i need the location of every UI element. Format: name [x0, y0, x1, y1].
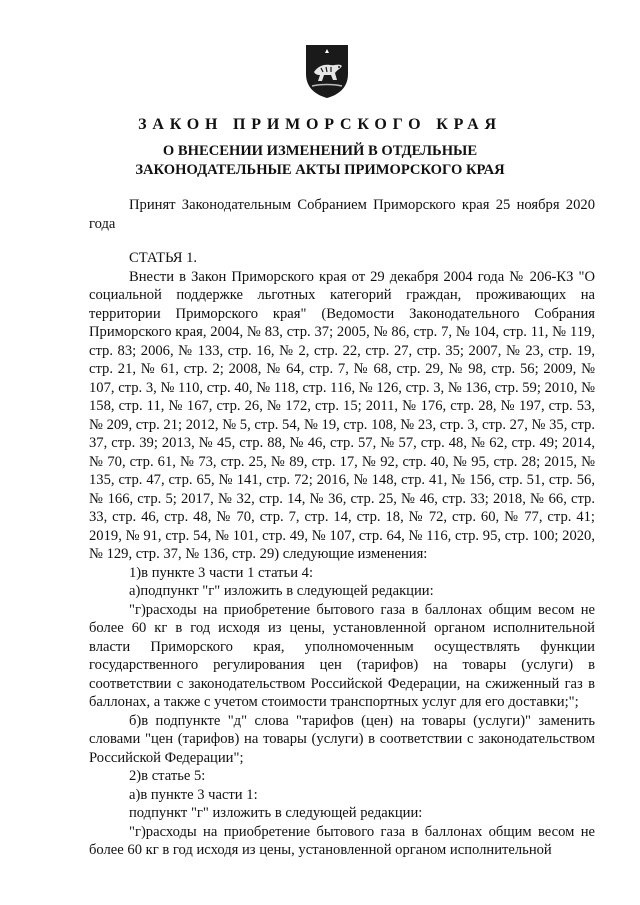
paragraph: Внести в Закон Приморского края от 29 декабря 2004 года № 206-КЗ "О социальной поддержке льготных категорий граждан, проживающих на территории Приморского края" (Ведомости Законодательного Собрания Приморского края, 2004, № 83, стр. 37; 2005, № 86, стр. 7, № 104, стр. 11, № 119, стр. 83; 2006, № 133, стр. 16, № 2, стр. 22, стр. 27, стр. 35; 2007, № 23, стр. 19, стр. 21, № 61, стр. 2; 2008, № 64, стр. 7, № 68, стр. 29, № 98, стр. 56; 2009, № 107, стр. 3, № 110, стр. 40, № 118, стр. 116, № 126, стр. 3, № 136, стр. 59; 2010, № 158, стр. 11, № 167, стр. 26, № 172, стр. 15; 2011, № 176, стр. 28, № 197, стр. 53, № 209, стр. 21; 2012, № 5, стр. 54, № 19, стр. 108, № 23, стр. 3, стр. 27, № 35, стр. 37, стр. 39; 2013, № 45, стр. 88, № 46, стр. 57, № 57, стр. 48, № 62, стр. 49; 2014, № 70, стр. 61, № 73, стр. 25, № 89, стр. 17, № 92, стр. 40, № 95, стр. 28; 2015, № 135, стр. 47, стр. 65, № 141, стр. 72; 2016, № 148, стр. 41, № 156, стр. 51, стр. 56, № 166, стр. 5; 2017, № 32, стр. 14, № 36, стр. 25, № 46, стр. 33; 2018, № 66, стр. 33, стр. 46, стр. 48, № 70, стр. 7, стр. 14, стр. 18, № 72, стр. 60, № 77, стр. 41; 2019, № 91, стр. 54, № 101, стр. 49, № 107, стр. 64, № 116, стр. 95, стр. 100; 2020, № 129, стр. 37, № 136, стр. 29) следующие изменения:	[89, 268, 595, 562]
paragraph: "г)расходы на приобретение бытового газа в баллонах общим весом не более 60 кг в год исходя из цены, установленной органом исполнительной власти Приморского края, уполномоченным осуществлять функции государственного регулирования цен (тарифов) на товары (услуги) в соответствии с законодательством Российской Федерации, на сжиженный газ в баллонах, а также с учетом стоимости транспортных услуг для его доставки;";	[89, 601, 595, 710]
document-body	[89, 196, 595, 860]
paragraph: 2)в статье 5:	[129, 768, 206, 784]
document-title: ЗАКОН ПРИМОРСКОГО КРАЯ	[138, 116, 502, 133]
subtitle-line: О ВНЕСЕНИИ ИЗМЕНЕНИЙ В ОТДЕЛЬНЫЕ	[162, 143, 478, 159]
subtitle-line: ЗАКОНОДАТЕЛЬНЫЕ АКТЫ ПРИМОРСКОГО КРАЯ	[135, 162, 505, 178]
paragraph: а)подпункт "г" изложить в следующей редакции:	[129, 583, 434, 599]
paragraph: а)в пункте 3 части 1:	[129, 786, 258, 803]
adoption-note: Принят Законодательным Собранием Приморского края 25 ноября 2020 года	[89, 197, 595, 232]
paragraph: "г)расходы на приобретение бытового газа в баллонах общим весом не более 60 кг в год исходя из цены, установленной органом исполнительной	[89, 823, 595, 858]
paragraph: б)в подпункте "д" слова "тарифов (цен) на товары (услуги)" заменить словами "цен (тарифов) на товары (услуги) в соответствии с законодательством Российской Федерации";	[89, 712, 595, 766]
paragraph: 1)в пункте 3 части 1 статьи 4:	[129, 564, 314, 581]
article-heading: СТАТЬЯ 1.	[129, 250, 198, 266]
paragraph: подпункт "г" изложить в следующей редакции:	[129, 805, 423, 821]
coat-of-arms-icon	[302, 42, 352, 100]
document-subtitle	[60, 142, 580, 180]
